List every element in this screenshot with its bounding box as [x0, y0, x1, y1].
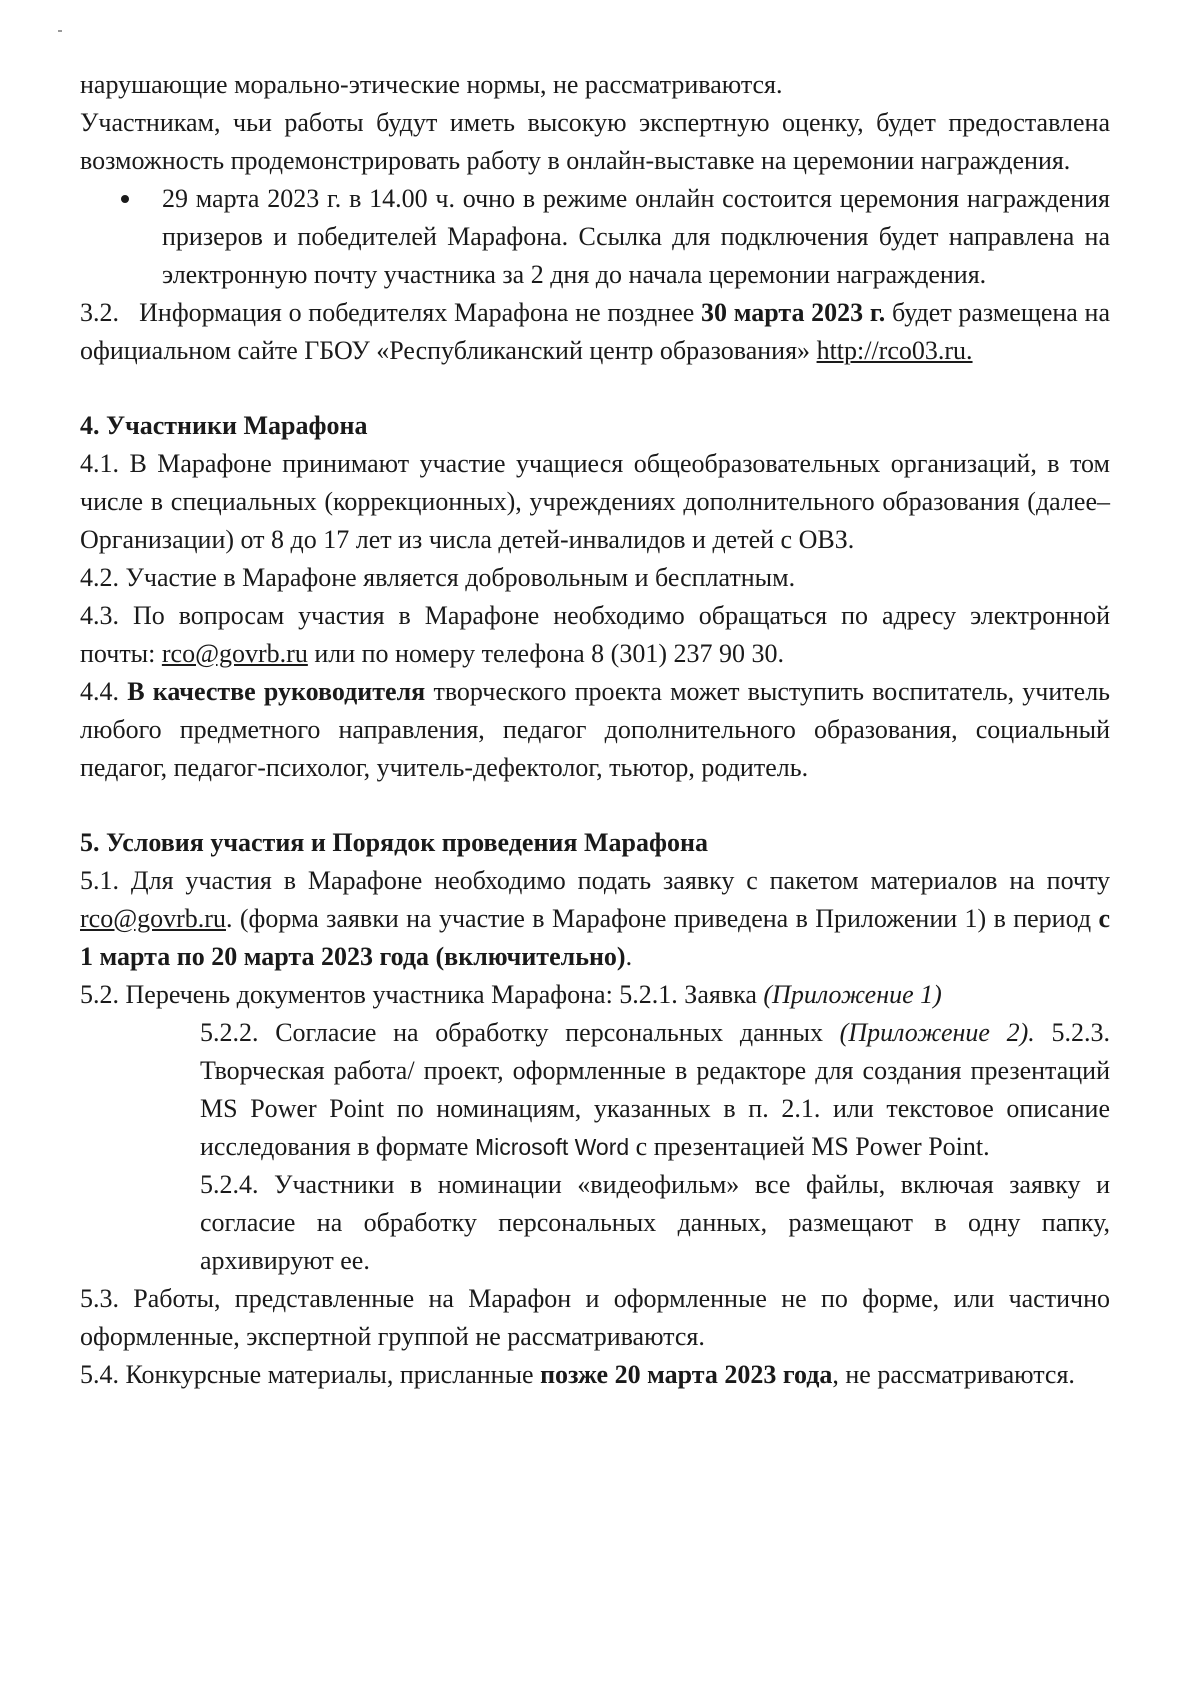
clause-text: или по номеру телефона 8 (301) 237 90 30.	[314, 639, 784, 668]
clause-text: 5.2.2. Согласие на обработку персональных данных	[200, 1018, 823, 1047]
bold-period: с 1 марта по 20 марта 2023 года (включительно)	[80, 904, 1111, 971]
clause-number: 3.2.	[80, 298, 119, 327]
section-heading-4: 4. Участники Марафона	[80, 411, 368, 440]
clause-5-4	[80, 1356, 1110, 1394]
clause-5-2-2	[200, 1014, 1110, 1166]
clause-text: 4.3. По вопросам участия в Марафоне необходимо обращаться по адресу электронной почты:	[80, 601, 1110, 668]
clause-5-2-4: 5.2.4. Участники в номинации «видеофильм» все файлы, включая заявку и согласие на обработку персональных данных, размещают в одну папку, архивируют ее.	[200, 1170, 1110, 1275]
clause-4-1: 4.1. В Марафоне принимают участие учащиеся общеобразовательных организаций, в том числе в специальных (коррекционных), учреждениях дополнительного образования (далее–Организации) от 8 до 17 лет из числа детей-инвалидов и детей с ОВЗ.	[80, 449, 1110, 554]
email-link[interactable]: rco@govrb.ru	[161, 639, 308, 668]
appendix-ref: (Приложение 1)	[763, 980, 942, 1009]
clause-4-4	[80, 673, 1110, 787]
clause-5-2-subitems	[80, 1014, 1110, 1280]
clause-text: Информация о победителях Марафона не позднее	[139, 298, 695, 327]
clause-text: , не рассматриваются.	[832, 1360, 1075, 1389]
clause-number: 4.4.	[80, 677, 119, 706]
clause-text: 5.1. Для участия в Марафоне необходимо подать заявку с пакетом материалов на почту	[80, 866, 1110, 895]
clause-5-2	[80, 976, 1110, 1014]
paragraph-awards-exhibition: Участникам, чьи работы будут иметь высокую экспертную оценку, будет предоставлена возможность продемонстрировать работу в онлайн-выставке на церемонии награждения.	[80, 108, 1110, 175]
email-link[interactable]: rco@govrb.ru	[80, 904, 226, 933]
clause-text: 5.2.3. Творческая работа/ проект, оформленные в редакторе для создания презентаций MS Power Point по номинациям, указанных в п. 2.1. или текстовое описание исследования в формате	[200, 1018, 1111, 1161]
clause-5-1	[80, 862, 1110, 976]
bullet-list	[80, 180, 1110, 294]
clause-5-3: 5.3. Работы, представленные на Марафон и оформленные не по форме, или частично оформленные, экспертной группой не рассматриваются.	[80, 1284, 1110, 1351]
section-heading-5: 5. Условия участия и Порядок проведения Марафона	[80, 828, 708, 857]
bold-date: 30 марта 2023 г.	[701, 298, 886, 327]
clause-text: с презентацией MS Power Point.	[635, 1132, 990, 1161]
paragraph-continuation: нарушающие морально-этические нормы, не рассматриваются.	[80, 70, 783, 99]
website-link[interactable]: http://rco03.ru.	[816, 336, 973, 365]
scan-speck	[58, 30, 62, 32]
clause-text: .	[625, 942, 633, 971]
clause-text: 5.4. Конкурсные материалы, присланные	[80, 1360, 534, 1389]
appendix-ref: (Приложение 2).	[839, 1018, 1035, 1047]
bold-deadline: позже 20 марта 2023 года	[540, 1360, 833, 1389]
bullet-icon	[121, 195, 129, 203]
clause-4-3	[80, 597, 1110, 673]
clause-4-2: 4.2. Участие в Марафоне является добровольным и бесплатным.	[80, 563, 796, 592]
clause-text: 5.2. Перечень документов участника Марафона: 5.2.1. Заявка	[80, 980, 757, 1009]
clause-text: будет размещена на официальном сайте ГБОУ «Республиканский центр образования»	[80, 298, 1111, 365]
clause-text: творческого проекта может выступить воспитатель, учитель любого предметного направления, педагог дополнительного образования, социальный педагог, педагог-психолог, учитель-дефектолог, тьютор, родитель.	[80, 677, 1111, 782]
bullet-text: 29 марта 2023 г. в 14.00 ч. очно в режиме онлайн состоится церемония награждения призеров и победителей Марафона. Ссылка для подключения будет направлена на электронную почту участника за 2 дня до начала церемонии награждения.	[162, 184, 1110, 289]
bold-phrase: В качестве руководителя	[127, 677, 426, 706]
clause-text: . (форма заявки на участие в Марафоне приведена в Приложении 1) в период	[225, 904, 1092, 933]
list-item	[80, 180, 1110, 294]
clause-3-2	[80, 294, 1110, 370]
software-name: Microsoft Word	[474, 1134, 630, 1160]
